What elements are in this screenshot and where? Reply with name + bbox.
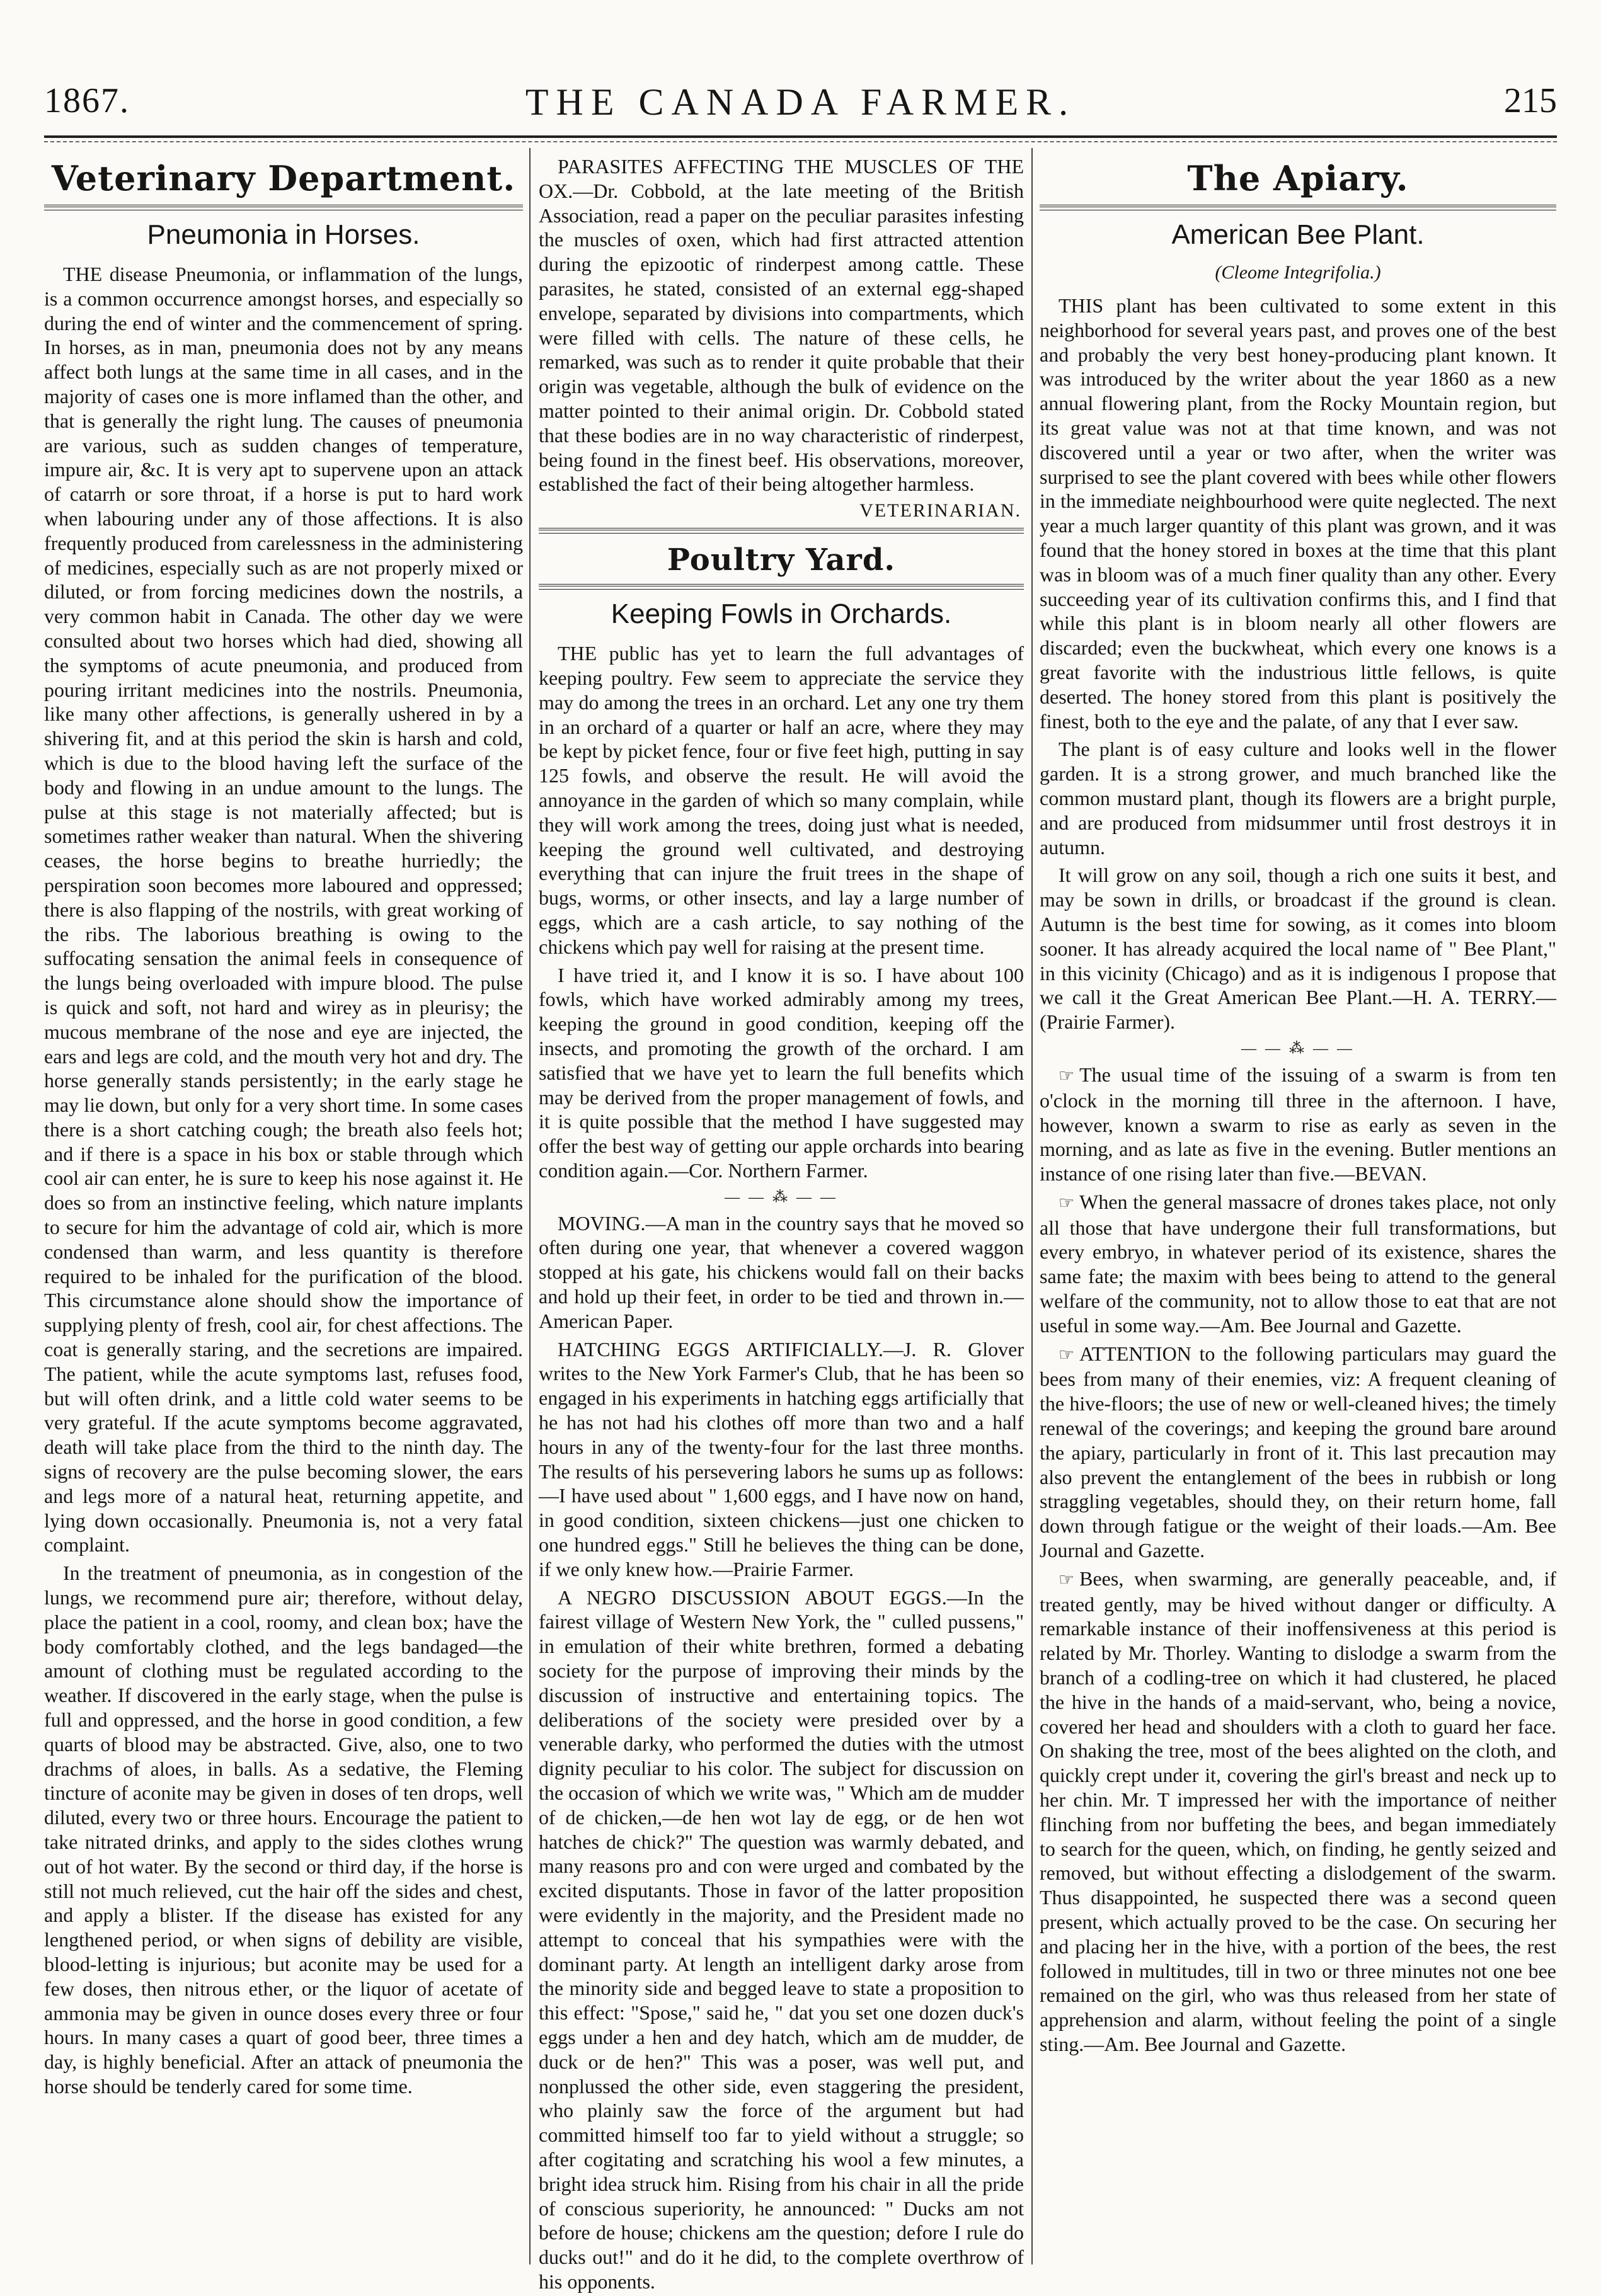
section-rule [539,584,1024,590]
latin-name: (Cleome Integrifolia.) [1215,262,1381,283]
article-paragraph: PARASITES AFFECTING THE MUSCLES OF THE OX.—Dr. Cobbold, at the late meeting of the British Association, read a paper on the peculiar parasites infesting the muscles of oxen, which had first attracted attention during the epizootic of rinderpest among cattle. These parasites, he stated, consisted of an external egg-shaped envelope, separated by divisions into compartments, which were filled with cells. The nature of these cells, he remarked, was such as to render it quite probable that their origin was vegetable, although the bulk of evidence on the matter pointed to their animal origin. Dr. Cobbold stated that these bodies are in no way characteristic of rinderpest, being found in the finest beef. His observations, moreover, established the fact of their being altogether harmless. [539,155,1024,496]
pointing-hand-icon: ☞ [1059,1192,1075,1213]
article-paragraph [1040,1342,1556,1563]
department-title: Poultry Yard. [667,542,896,578]
department-title: Veterinary Department. [51,158,516,198]
article-signature: VETERINARIAN. [859,500,1021,522]
column-apiary [1040,154,1556,2271]
article-paragraph: It will grow on any soil, though a rich one suits it best, and may be sown in drills, or broadcast if the ground is clean. Autumn is the best time for sowing, as it comes into bloom sooner. It has already acquired the local name of " Bee Plant," in this vicinity (Chicago) and as it is indigenous I propose that we call it the Great American Bee Plant.—H. A. TERRY.—(Prairie Farmer). [1040,864,1556,1034]
article-paragraph: In the treatment of pneumonia, as in congestion of the lungs, we recommend pure air; therefore, without delay, place the patient in a cool, roomy, and clean box; have the body comfortably clothed, and the legs bandaged—the amount of clothing must be regulated according to the weather. If discovered in the early stage, when the pulse is full and oppressed, and the horse in good condition, a few quarts of blood may be abstracted. Give, also, one to two drachms of aloes, in balls. As a sedative, the Fleming tincture of aconite may be given in doses of ten drops, well diluted, every two or three hours. Encourage the patient to take nitrated drinks, and apply to the sides clothes wrung out of hot water. By the second or third day, if the horse is still not much relieved, cut the hair off the sides and chest, and apply a blister. If the disease has existed for any lengthened period, or when signs of debility are visible, blood-letting is injurious; but aconite may be used for a few doses, then nitrous ether, or the liquor of acetate of ammonia may be given in ounce doses every three or four hours. In many cases a quart of good beer, three times a day, is highly beneficial. After an attack of pneumonia the horse should be tenderly cared for some time. [44,1562,523,2098]
pointing-hand-icon: ☞ [1059,1568,1075,1590]
issue-year: 1867. [44,81,130,120]
pointing-hand-icon: ☞ [1059,1065,1075,1086]
article-paragraph: THE public has yet to learn the full advantages of keeping poultry. Few seem to appreciate the service they may do among the trees in an orchard. Let any one try them in an orchard of a quarter or half an acre, where they may be kept by picket fence, four or five feet high, putting in say 125 fowls, and observe the result. He will avoid the annoyance in the garden of which so many complain, while they will work among the trees, doing just what is needed, keeping the ground well cultivated, and destroying everything that can injure the fruit trees in the shape of bugs, worms, or other insects, and lay a large number of eggs, which are a cash article, to say nothing of the chickens which pay well for raising at the present time. [539,642,1024,958]
column-poultry [539,154,1024,2293]
ornament-divider: — — ⁂ — — [1241,1040,1355,1057]
masthead-rule [44,135,1557,138]
paragraph-text: Bees, when swarming, are generally peaceable, and, if treated gently, may be hived without danger or difficulty. A remarkable instance of their inoffensiveness at this period is related by Mr. Thorley. Wanting to dislodge a swarm from the branch of a codling-tree on which it had clustered, he placed the hive in the hands of a maid-servant, who, being a novice, covered her head and shoulders with a cloth to guard her face. On shaking the tree, most of the bees alighted on the cloth, and quickly crept under it, covering the girl's breast and neck up to her chin. Mr. T impressed her with the importance of neither flinching from nor buffeting the bees, and began immediately to search for the queen, which, on finding, he gently seized and removed, but without effecting a dislodgement of the swarm. Thus disappointed, he suspected there was a second queen present, which actually proved to be the case. On securing her and placing her in the hive, with a portion of the bees, the rest followed in multitudes, till in two or three minutes not one bee remained on the girl, who was thus released from her state of apprehension and alarm, without feeling the point of a single sting.—Am. Bee Journal and Gazette. [1040,1567,1556,2055]
pointing-hand-icon: ☞ [1059,1344,1075,1365]
section-rule [1040,205,1556,210]
section-rule [44,205,523,210]
masthead-rule-dashed [44,141,1557,142]
article-paragraph: THE disease Pneumonia, or inflammation of the lungs, is a common occurrence amongst horses, and especially so during the end of winter and the commencement of spring. In horses, as in man, pneumonia does not by any means affect both lungs at the same time in all cases, and in the majority of cases one is more inflamed than the other, and that is generally the right lung. The causes of pneumonia are various, such as sudden changes of temperature, impure air, &c. It is very apt to supervene upon an attack of catarrh or sore throat, if a horse is put to hard work when labouring under any of those affections. It is also frequently produced from carelessness in the administering of medicines, especially such as are not properly mixed or diluted, or from forcing medicines down the nostrils, a very common habit in Canada. The other day we were consulted about two horses which had died, showing all the symptoms of acute pneumonia, and produced from pouring irritant medicines into the nostrils. Pneumonia, like many other affections, is generally ushered in by a shivering fit, and at this period the skin is harsh and cold, which is due to the blood having left the surface of the body and flowing in an undue amount to the lungs. The pulse at this stage is not materially affected; but is sometimes rather weaker than natural. When the shivering ceases, the horse begins to breathe hurriedly; the perspiration soon becomes more laboured and oppressed; there is also flapping of the nostrils, with great working of the ribs. The laborious breathing is owing to the suffocating sensation the animal feels in consequence of the lungs being overloaded with impure blood. The pulse is quick and soft, not hard and wirey as in pleurisy; the mucous membrane of the nose and eye are injected, the ears and legs are cold, and the mouth very hot and dry. The horse generally stands persistently; in the early stage he may lie down, but only for a very short time. In some cases there is a short catching cough; the breath also feels hot; and if there is a space in his box or stable through which cool air can enter, he is sure to keep his nose against it. He does so from an instinctive feeling, which nature implants to secure for him the advantage of cold air, which is more condensed than warm, and less quantity is therefore required to be inhaled for the purification of the blood. This circumstance alone should show the importance of supplying plenty of fresh, cool air, for chest affections. The coat is generally staring, and the secretions are impaired. The patient, while the acute symptoms last, refuses food, but will often drink, and a little cold water seems to be very grateful. If the acute symptoms become aggravated, death will take place from the third to the ninth day. The signs of recovery are the pulse becoming slower, the ears and legs more of a natural heat, returning appetite, and lying down occasionally. Pneumonia is, not a very fatal complaint. [44,263,523,1556]
newspaper-title: THE CANADA FARMER. [525,81,1076,123]
article-paragraph: I have tried it, and I know it is so. I have about 100 fowls, which have worked admirably among my trees, keeping the ground in good condition, keeping off the insects, and promoting the growth of the orchard. I am satisfied that we have yet to learn the full benefits which may be derived from the proper management of fowls, and it is quite possible that the method I have suggested may offer the best way of getting our apple orchards into bearing condition again.—Cor. Northern Farmer. [539,963,1024,1182]
article-headline: American Bee Plant. [1171,219,1425,250]
column-divider [529,148,531,2265]
paragraph-text: When the general massacre of drones takes place, not only all those that have undergone their full transformations, but every embryo, in whatever period of its existence, shares the same fate; the maxim with bees being to attend to the general welfare of the community, not to allow those to eat that are not useful in some way.—Am. Bee Journal and Gazette. [1040,1190,1556,1337]
column-veterinary [44,154,523,2271]
article-headline: Keeping Fowls in Orchards. [611,598,952,630]
article-headline: Pneumonia in Horses. [147,219,420,250]
article-paragraph: A NEGRO DISCUSSION ABOUT EGGS.—In the fairest village of Western New York, the " culled pussens," in emulation of their white brethren, formed a debating society for the purpose of improving their minds by the discussion of instructive and entertaining topics. The deliberations of the society were presided over by a venerable darky, who performed the duties with the utmost dignity peculiar to his color. The subject for discussion on the occasion of which we write was, " Which am de mudder of de chicken,—de hen wot lay de egg, or de hen wot hatches de chick?" The question was warmly debated, and many reasons pro and con were urged and combated by the excited disputants. Those in favor of the latter proposition were evidently in the majority, and the President made no attempt to conceal that his sympathies were with the dominant party. At length an intelligent darky arose from the minority side and begged leave to state a proposition to this effect: "Spose," said he, " dat you set one dozen duck's eggs under a hen and dey hatch, which am de mudder, de duck or de hen?" This was a poser, was well put, and nonplussed the other side, even staggering the president, who plainly saw the force of the argument but had committed himself too far to yield without a struggle; so after cogitating and scratching his wool a few minutes, a bright idea struck him. Rising from his chair in all the pride of conscious superiority, he announced: " Ducks am not before de house; chickens am the question; defore I rule do ducks out!" and do it he did, to the complete overthrow of his opponents. [539,1585,1024,2293]
ornament-divider: — — ⁂ — — [725,1189,838,1206]
article-paragraph: The plant is of easy culture and looks well in the flower garden. It is a strong grower, and much branched like the common mustard plant, though its flowers are a bright purple, and are produced from midsummer until frost destroys it in autumn. [1040,738,1556,859]
department-title: The Apiary. [1187,158,1409,198]
article-paragraph [1040,1063,1556,1186]
paragraph-text: ATTENTION to the following particulars may guard the bees from many of their enemies, viz: A frequent cleaning of the hive-floors; the use of new or well-cleaned hives; the timely renewal of the coverings; and keeping the ground bare around the apiary, particularly in front of it. This last precaution may also prevent the entanglement of the bees in rubbish or long straggling vegetables, should they, on their return home, fall down through fatigue or the weight of their loads.—Am. Bee Journal and Gazette. [1040,1342,1556,1562]
section-rule [539,528,1024,534]
paragraph-text: The usual time of the issuing of a swarm is from ten o'clock in the morning till three in the afternoon. I have, however, known a swarm to rise as early as seven in the morning, and as late as five in the evening. Butler mentions an instance of one rising later than five.—BEVAN. [1040,1063,1556,1185]
column-divider [1031,148,1033,2265]
masthead [44,81,1557,131]
article-paragraph: MOVING.—A man in the country says that he moved so often during one year, that whenever a covered waggon stopped at his gate, his chickens would fall on their backs and hold up their feet, in order to be tied and thrown in.—American Paper. [539,1211,1024,1332]
article-paragraph: HATCHING EGGS ARTIFICIALLY.—J. R. Glover writes to the New York Farmer's Club, that he has been so engaged in his experiments in hatching eggs artificially that he has not had his clothes off more than two and a half hours in any of the twenty-four for the last three months. The results of his persevering labors he sums up as follows:—I have used about " 1,600 eggs, and I have now on hand, in good condition, sixteen chickens—just one chicken to one hundred eggs." Still he believes the thing can be done, if we only knew how.—Prairie Farmer. [539,1337,1024,1580]
article-paragraph: THIS plant has been cultivated to some extent in this neighborhood for several years past, and proves one of the best and probably the very best honey-producing plant known. It was introduced by the writer about the year 1860 as a new annual flowering plant, from the Rocky Mountain region, but its great value was not at that time known, and was not discovered until a year or two after, when the writer was surprised to see the plant covered with bees while other flowers in the immediate neighbourhood were quite neglected. The next year a much larger quantity of this plant was grown, and it was found that the honey stored in boxes at the time that this plant was in bloom was of a much finer quality than any other. Every succeeding year of its cultivation confirms this, and I find that while this plant is in bloom nearly all other flowers are discarded; even the buckwheat, which every one knows is a great favorite with the industrious little fellows, is quite deserted. The honey stored from this plant is positively the finest, both to the eye and the palate, of any that I ever saw. [1040,294,1556,733]
article-paragraph [1040,1567,1556,2057]
article-paragraph [1040,1190,1556,1338]
page-number: 215 [1504,81,1557,120]
